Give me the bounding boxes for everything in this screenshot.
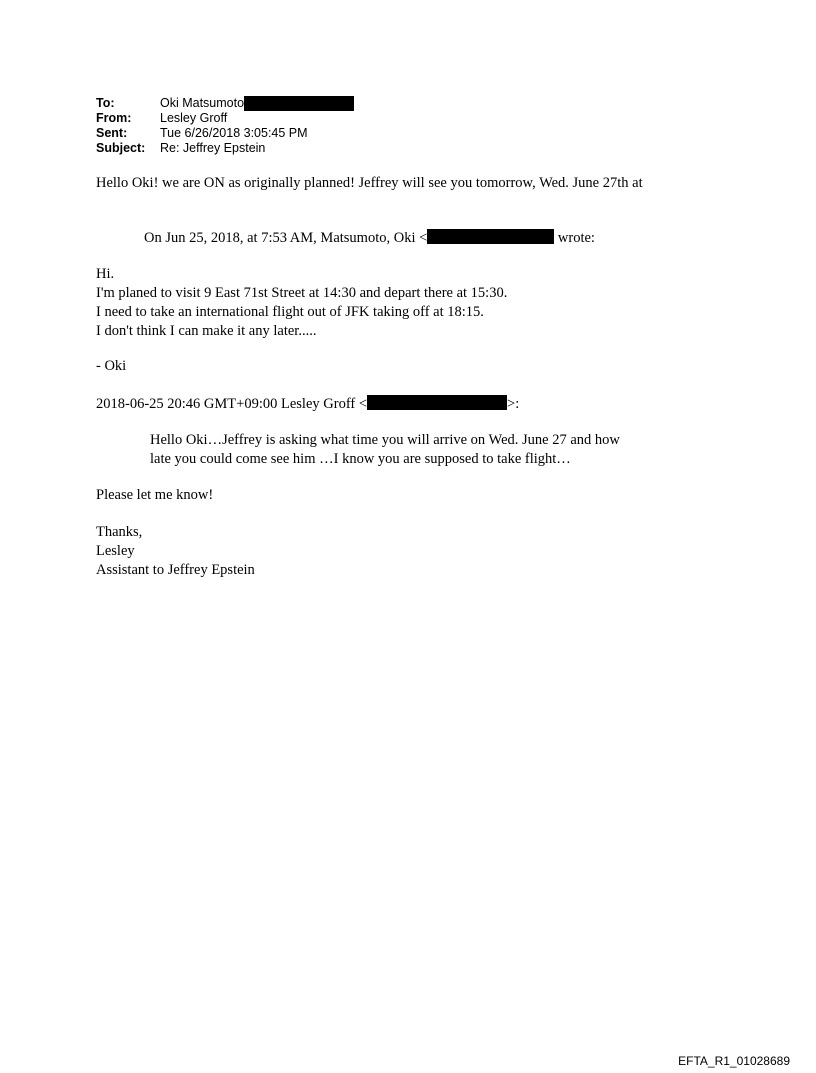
to-label: To:	[96, 96, 115, 110]
signature-line: Assistant to Jeffrey Epstein	[96, 562, 255, 578]
lesley-quote-line: Hello Oki…Jeffrey is asking what time you will arrive on Wed. June 27 and how	[150, 432, 620, 448]
to-value: Oki Matsumoto	[160, 96, 245, 110]
quote1-intro-post: wrote:	[554, 230, 595, 246]
quote2-intro	[96, 395, 519, 414]
email-header	[96, 96, 354, 156]
oki-line: I'm planed to visit 9 East 71st Street at 14:30 and depart there at 15:30.	[96, 285, 508, 301]
quote2-intro-post: >:	[507, 396, 520, 412]
subject-value: Re: Jeffrey Epstein	[160, 141, 266, 155]
oki-line: I need to take an international flight out of JFK taking off at 18:15.	[96, 304, 484, 320]
subject-label: Subject:	[96, 141, 146, 155]
sent-label: Sent:	[96, 126, 128, 140]
reply-line: Hello Oki! we are ON as originally planned! Jeffrey will see you tomorrow, Wed. June 27th at	[96, 175, 643, 191]
redaction-box	[367, 395, 507, 410]
redaction-box	[427, 229, 554, 244]
quote2-intro-pre: 2018-06-25 20:46 GMT+09:00 Lesley Groff <	[96, 396, 368, 412]
from-row	[96, 111, 354, 126]
quote1-intro-pre: On Jun 25, 2018, at 7:53 AM, Matsumoto, Oki <	[144, 230, 428, 246]
quote1-intro	[144, 229, 595, 248]
please-line: Please let me know!	[96, 487, 214, 503]
from-label: From:	[96, 111, 132, 125]
redaction-box	[244, 96, 354, 111]
document-id: EFTA_R1_01028689	[678, 1054, 790, 1068]
signature	[96, 523, 255, 580]
subject-row	[96, 141, 354, 156]
lesley-quote-line: late you could come see him …I know you are supposed to take flight…	[150, 451, 571, 467]
signature-line: Lesley	[96, 543, 135, 559]
oki-message	[96, 265, 507, 341]
to-row	[96, 96, 354, 111]
signature-line: Thanks,	[96, 524, 143, 540]
from-value: Lesley Groff	[160, 111, 228, 125]
sent-value: Tue 6/26/2018 3:05:45 PM	[160, 126, 308, 140]
oki-signoff: - Oki	[96, 358, 127, 374]
oki-line: I don't think I can make it any later.....	[96, 323, 317, 339]
lesley-quote	[150, 431, 620, 469]
sent-row	[96, 126, 354, 141]
oki-line: Hi.	[96, 266, 115, 282]
